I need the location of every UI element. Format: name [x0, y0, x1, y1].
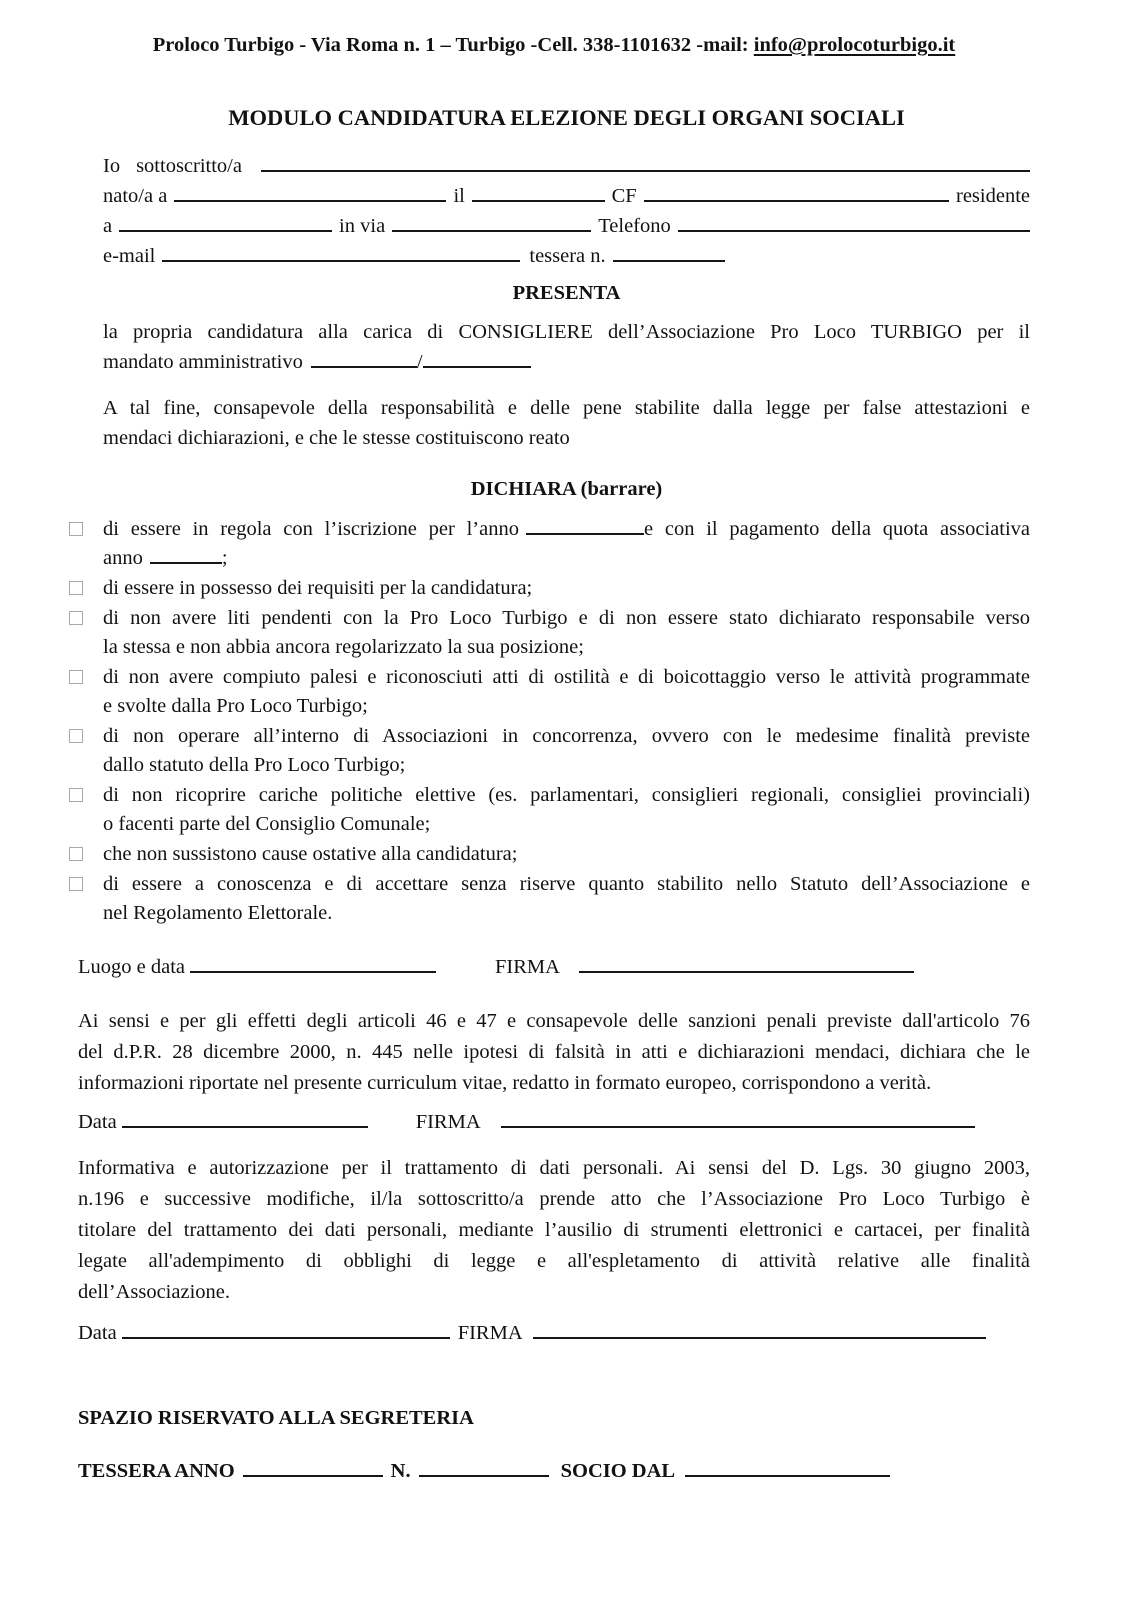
declaration-5-line-1: di non operare all’interno di Associazioni in concorrenza, ovvero con le medesime finalità previste: [103, 725, 1030, 747]
checkbox-6[interactable]: [69, 788, 83, 802]
checkbox-3[interactable]: [69, 611, 83, 625]
declaration-6-line-1: di non ricoprire cariche politiche elettive (es. parlamentari, consiglieri regionali, consigliei provinciali): [103, 784, 1030, 806]
data-firma-row-1: [78, 1107, 1030, 1137]
email-blank[interactable]: [162, 246, 520, 262]
nome-blank[interactable]: [261, 156, 1030, 172]
declaration-8-line-2: nel Regolamento Elettorale.: [103, 902, 333, 924]
checkbox-5[interactable]: [69, 729, 83, 743]
legal2-line-2: n.196 e successive modifiche, il/la sottoscritto/a prende atto che l’Associazione Pro Loco Turbigo è: [78, 1188, 1030, 1210]
firma-blank-1[interactable]: [579, 957, 914, 973]
luogo-data-label: Luogo e data: [78, 956, 186, 978]
declaration-item-1: [103, 515, 1030, 573]
codice-fiscale-blank[interactable]: [644, 186, 949, 202]
page-title: MODULO CANDIDATURA ELEZIONE DEGLI ORGANI SOCIALI: [228, 105, 905, 130]
tessera-row: [78, 1456, 1030, 1486]
legal1-line-2: del d.P.R. 28 dicembre 2000, n. 445 nelle ipotesi di falsità in atti e dichiarazioni mendaci, dichiara che le: [78, 1041, 1030, 1063]
data-nascita-blank[interactable]: [472, 186, 605, 202]
declaration-item-7: [103, 840, 1030, 869]
legal-paragraph-2: [78, 1153, 1030, 1308]
data-blank-2[interactable]: [122, 1323, 450, 1339]
telefono-blank[interactable]: [678, 216, 1030, 232]
legal2-line-5: dell’Associazione.: [78, 1281, 230, 1303]
declaration-4-line-1: di non avere compiuto palesi e riconosciuti atti di ostilità e di boicottaggio verso le attività programmate: [103, 666, 1030, 688]
declaration-1-line-2: [103, 544, 1030, 573]
legal1-line-3: informazioni riportate nel presente curriculum vitae, redatto in formato europeo, corrispondono a verità.: [78, 1072, 932, 1094]
socio-dal-blank[interactable]: [685, 1461, 890, 1477]
luogo-nascita-blank[interactable]: [174, 186, 446, 202]
declaration-8-line-1: di essere a conoscenza e di accettare senza riserve quanto stabilito nello Statuto dell’Associazione e: [103, 873, 1030, 895]
in-via-label: in via: [339, 215, 386, 237]
semicolon: ;: [221, 547, 228, 569]
declaration-item-8: [103, 870, 1030, 928]
mandato-anno-da-blank[interactable]: [311, 352, 417, 368]
firma-blank-3[interactable]: [533, 1323, 986, 1339]
il-label: il: [453, 185, 465, 207]
checkbox-1[interactable]: [69, 522, 83, 536]
luogo-firma-row: [78, 952, 1030, 982]
anno-label: anno: [103, 547, 143, 569]
declaration-1-line-1: [103, 515, 1030, 544]
anno-iscrizione-blank[interactable]: [526, 519, 644, 535]
residente-label: residente: [956, 185, 1030, 207]
luogo-data-blank[interactable]: [190, 957, 436, 973]
tessera-anno-blank[interactable]: [243, 1461, 383, 1477]
data-label-2: Data: [78, 1322, 117, 1344]
firma-blank-2[interactable]: [501, 1112, 975, 1128]
row-sottoscritto: [103, 151, 1030, 181]
checkbox-8[interactable]: [69, 877, 83, 891]
segreteria-heading: SPAZIO RISERVATO ALLA SEGRETERIA: [78, 1407, 474, 1429]
firma-label-1: FIRMA: [495, 956, 560, 978]
declaration-5-line-2: dallo statuto della Pro Loco Turbigo;: [103, 754, 406, 776]
tessera-anno-label: TESSERA ANNO: [78, 1460, 235, 1482]
dichiara-heading: DICHIARA (barrare): [470, 478, 663, 500]
firma-label-2: FIRMA: [415, 1111, 481, 1133]
cf-label: CF: [611, 185, 637, 207]
declaration-4-line-2: e svolte dalla Pro Loco Turbigo;: [103, 695, 368, 717]
legal2-line-4: legate all'adempimento di obblighi di legge e all'espletamento di attività relative alle finalità: [78, 1250, 1030, 1272]
data-firma-row-2: [78, 1318, 1030, 1348]
declaration-2-line-1: di essere in possesso dei requisiti per la candidatura;: [103, 577, 533, 599]
header-email-link[interactable]: info@prolocoturbigo.it: [753, 34, 956, 56]
legal-paragraph-1: [78, 1006, 1030, 1099]
anno-quota-blank[interactable]: [150, 548, 222, 564]
legal2-line-1: Informativa e autorizzazione per il trattamento di dati personali. Ai sensi del D. Lgs. 30 giugno 2003,: [78, 1157, 1030, 1179]
data-label-1: Data: [78, 1111, 117, 1133]
declaration-item-6: [103, 781, 1030, 839]
sottoscritto-label: sottoscritto/a: [136, 155, 242, 177]
n-label: N.: [390, 1460, 411, 1482]
declaration-1-post: e con il pagamento della quota associativa: [643, 518, 1030, 540]
declaration-3-line-2: la stessa e non abbia ancora regolarizzato la sua posizione;: [103, 636, 584, 658]
slash: /: [416, 351, 423, 373]
citta-blank[interactable]: [119, 216, 332, 232]
checkbox-4[interactable]: [69, 670, 83, 684]
declaration-3-line-1: di non avere liti pendenti con la Pro Loco Turbigo e di non essere stato dichiarato responsabile verso: [103, 607, 1030, 629]
tessera-label: tessera n.: [529, 245, 606, 267]
declaration-item-4: [103, 663, 1030, 721]
tessera-n-blank[interactable]: [613, 246, 725, 262]
declaration-1-pre: di essere in regola con l’iscrizione per l’anno: [103, 518, 519, 540]
a-label: a: [103, 215, 113, 237]
candidatura-line: la propria candidatura alla carica di CONSIGLIERE dell’Associazione Pro Loco TURBIGO per il: [103, 321, 1030, 343]
data-blank-1[interactable]: [122, 1112, 368, 1128]
legal1-line-1: Ai sensi e per gli effetti degli articoli 46 e 47 e consapevole delle sanzioni penali previste dall'articolo 76: [78, 1010, 1030, 1032]
via-blank[interactable]: [392, 216, 591, 232]
oath-line-2: mendaci dichiarazioni, e che le stesse costituiscono reato: [103, 427, 570, 449]
header-text: Proloco Turbigo - Via Roma n. 1 – Turbigo -Cell. 338-1101632 -mail:: [152, 34, 749, 56]
legal2-line-3: titolare del trattamento dei dati personali, mediante l’ausilio di strumenti elettronici e cartacei, per finalità: [78, 1219, 1030, 1241]
telefono-label: Telefono: [598, 215, 671, 237]
declaration-item-3: [103, 604, 1030, 662]
row-nato: [103, 181, 1030, 211]
io-label: Io: [103, 155, 121, 177]
row-residenza: [103, 211, 1030, 241]
mandato-label: mandato amministrativo: [103, 351, 303, 373]
declaration-item-5: [103, 722, 1030, 780]
mandato-anno-a-blank[interactable]: [423, 352, 531, 368]
oath-line-1: A tal fine, consapevole della responsabilità e delle pene stabilite dalla legge per false attestazioni e: [103, 397, 1030, 419]
tessera-numero-blank[interactable]: [419, 1461, 549, 1477]
firma-label-3: FIRMA: [457, 1322, 523, 1344]
declaration-6-line-2: o facenti parte del Consiglio Comunale;: [103, 813, 431, 835]
presenta-heading: PRESENTA: [512, 282, 621, 304]
mandato-line: [103, 347, 1030, 377]
declaration-item-2: [103, 574, 1030, 603]
declarations-list: [103, 515, 1030, 928]
document-header: [78, 34, 1030, 57]
checkbox-2[interactable]: [69, 581, 83, 595]
nato-label: nato/a a: [103, 185, 168, 207]
row-email: [103, 241, 1030, 271]
email-label: e-mail: [103, 245, 156, 267]
declaration-7-line-1: che non sussistono cause ostative alla candidatura;: [103, 843, 518, 865]
checkbox-7[interactable]: [69, 847, 83, 861]
socio-dal-label: SOCIO DAL: [560, 1460, 676, 1482]
